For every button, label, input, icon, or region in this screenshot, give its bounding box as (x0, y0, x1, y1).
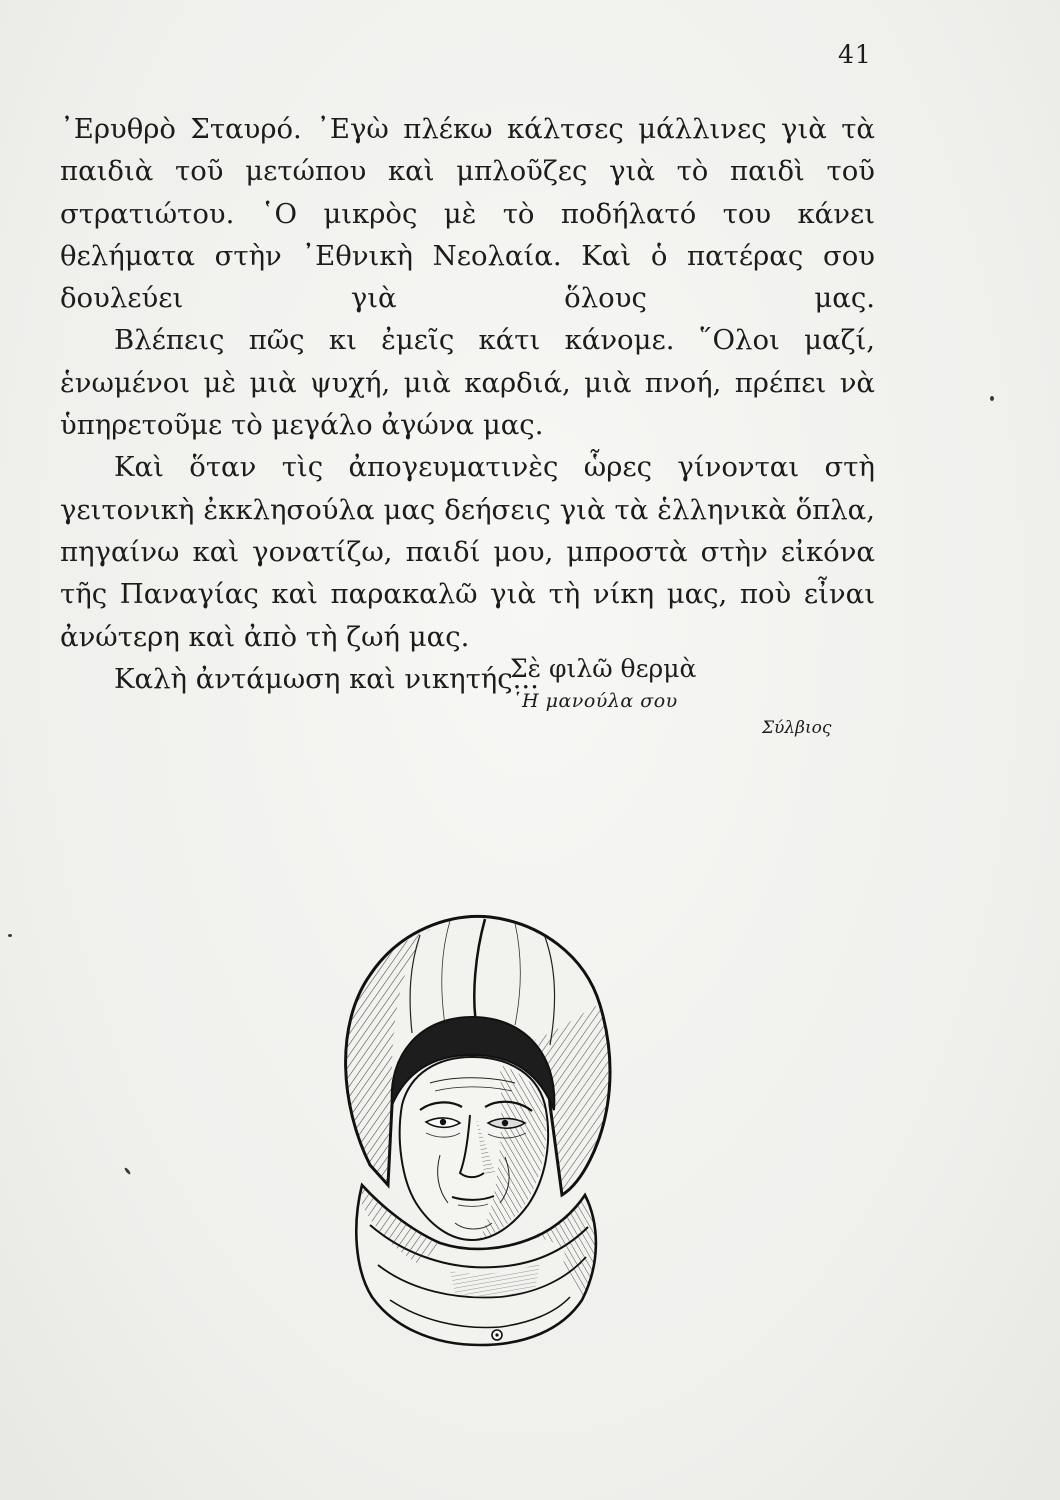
artist-signature: Σύλβιος (762, 718, 832, 738)
page-number: 41 (838, 40, 872, 69)
letter-paragraph: Βλέπεις πῶς κι ἐμεῖς κάτι κάνομε. ῞Ολοι μαζί, ἑνωμένοι μὲ μιὰ ψυχή, μιὰ καρδιά, μιὰ πνοή, πρέπει νὰ ὑπηρετοῦμε τὸ μεγάλο ἀγώνα μας. (60, 324, 875, 442)
letter-paragraph: Καλὴ ἀντάμωση καὶ νικητής... (114, 662, 539, 695)
letter-body (60, 108, 875, 700)
print-speck (990, 396, 994, 401)
letter-paragraph: ᾿Ερυθρὸ Σταυρό. ᾿Εγὼ πλέκω κάλτσες μάλλινες γιὰ τὰ παιδιὰ τοῦ μετώπου καὶ μπλοῦζες γιὰ τὸ παιδὶ τοῦ στρατιώτου. ῾Ο μικρὸς μὲ τὸ ποδήλατό του κάνει θελήματα στὴν ᾿Εθνικὴ Νεολαία. Καὶ ὁ πατέρας σου δουλεύει γιὰ ὅλους μας. (60, 113, 875, 315)
print-speck (8, 934, 12, 937)
portrait-illustration (300, 905, 630, 1350)
print-speck (124, 1167, 131, 1175)
letter-paragraph: Καὶ ὅταν τὶς ἀπογευματινὲς ὧρες γίνονται στὴ γειτονικὴ ἐκκλησούλα μας δεήσεις γιὰ τὰ ἑλληνικὰ ὅπλα, πηγαίνω καὶ γονατίζω, παιδί μου, μπροστὰ στὴν εἰκόνα τῆς Παναγίας καὶ παρακαλῶ γιὰ τὴ νίκη μας, ποὺ εἶναι ἀνώτερη καὶ ἀπὸ τὴ ζωή μας. (60, 451, 875, 653)
letter-signature: ῾Η μανούλα σου (512, 690, 678, 712)
letter-closing: Σὲ φιλῶ θερμὰ (510, 654, 697, 683)
